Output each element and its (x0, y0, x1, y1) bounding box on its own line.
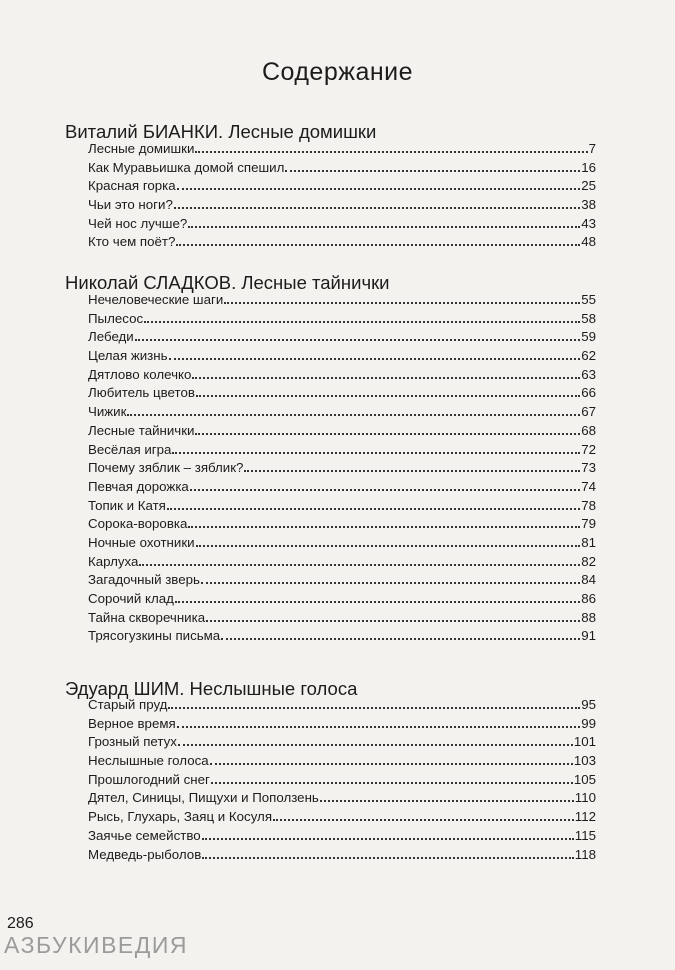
entry-title: Ночные охотники (88, 534, 195, 550)
dot-leader (144, 311, 580, 323)
dot-leader (190, 479, 580, 491)
entry-title: Кто чем поёт? (88, 234, 176, 250)
toc-entry (88, 828, 596, 847)
dot-leader (201, 572, 580, 584)
entry-title: Сорока-воровка (88, 516, 188, 532)
toc-entry (88, 141, 596, 160)
entry-page: 72 (581, 441, 596, 457)
section-heading: Виталий БИАНКИ. Лесные домишки (65, 121, 377, 142)
entry-page: 101 (573, 734, 596, 750)
toc-entry (88, 572, 596, 591)
toc-entry (88, 809, 596, 828)
entry-page: 115 (574, 827, 596, 843)
entry-title: Сорочий клад (88, 591, 174, 606)
entry-title: Дятлово колечко (88, 366, 192, 382)
watermark: АЗБУКИВЕДИЯ (4, 932, 188, 958)
entry-page: 78 (581, 497, 596, 513)
entry-title: Медведь-рыболов (88, 846, 202, 862)
entry-title: Неслышные голоса (88, 753, 209, 769)
dot-leader (202, 828, 574, 840)
entry-page: 38 (581, 197, 596, 213)
entry-title: Рысь, Глухарь, Заяц и Косуля (88, 809, 273, 825)
toc-entry (88, 498, 596, 517)
entry-page: 63 (581, 366, 596, 382)
page-title: Содержание (261, 58, 414, 86)
toc-entry (88, 178, 596, 197)
entry-page: 55 (581, 292, 596, 307)
dot-leader (176, 234, 580, 246)
dot-leader (206, 610, 580, 622)
toc-entry (88, 479, 596, 498)
dot-leader (178, 734, 573, 746)
entry-title: Лесные тайнички (88, 422, 195, 438)
entry-page: 58 (581, 310, 596, 326)
entry-page: 81 (581, 534, 596, 550)
toc-entry (88, 348, 596, 367)
toc-entry (88, 697, 596, 716)
entry-title: Красная горка (88, 178, 176, 194)
entry-page: 118 (574, 846, 596, 862)
entry-title: Чьи это ноги? (88, 197, 173, 213)
entry-page: 95 (581, 697, 596, 712)
entry-title: Грозный петух (88, 734, 177, 750)
dot-leader (195, 423, 580, 435)
entry-title: Лесные домишки (88, 141, 195, 156)
dot-leader (221, 628, 580, 640)
dot-leader (273, 809, 574, 821)
toc-entry (88, 423, 596, 442)
dot-leader (196, 535, 581, 547)
toc-entry (88, 385, 596, 404)
dot-leader (174, 197, 580, 209)
entry-title: Певчая дорожка (88, 478, 189, 494)
toc-entry (88, 516, 596, 535)
dot-leader (195, 141, 587, 153)
entry-page: 86 (581, 591, 596, 606)
dot-leader (202, 847, 574, 859)
section-heading: Эдуард ШИМ. Неслышные голоса (65, 678, 358, 699)
entry-page: 25 (581, 178, 596, 194)
toc-entry (88, 329, 596, 348)
entry-page: 16 (581, 159, 596, 175)
toc-entry (88, 847, 596, 866)
toc-entry (88, 234, 596, 253)
toc-entry (88, 404, 596, 423)
toc-entry (88, 610, 596, 629)
toc-entry (88, 442, 596, 461)
toc-entry (88, 753, 596, 772)
entry-title: Загадочный зверь (88, 572, 200, 588)
entry-title: Любитель цветов (88, 385, 195, 401)
toc-entry (88, 772, 596, 791)
entry-title: Нечеловеческие шаги (88, 292, 224, 307)
entry-title: Лебеди (88, 329, 134, 345)
entry-title: Старый пруд (88, 697, 168, 712)
toc-entry (88, 591, 596, 610)
entry-page: 79 (581, 516, 596, 532)
entry-page: 73 (581, 460, 596, 476)
dot-leader (167, 498, 580, 510)
dot-leader (139, 554, 580, 566)
entry-title: Прошлогодний снег (88, 771, 210, 787)
entry-list (88, 292, 596, 647)
toc-entry (88, 367, 596, 386)
entry-title: Тайна скворечника (88, 609, 206, 625)
entry-page: 112 (574, 809, 596, 825)
toc-entry (88, 535, 596, 554)
toc-entry (88, 628, 596, 647)
toc-entry (88, 716, 596, 735)
dot-leader (244, 460, 580, 472)
toc-entry (88, 790, 596, 809)
toc-entry (88, 160, 596, 179)
entry-title: Как Муравьишка домой спешил (88, 159, 285, 175)
dot-leader (175, 591, 580, 603)
dot-leader (192, 367, 580, 379)
dot-leader (188, 216, 580, 228)
dot-leader (177, 178, 581, 190)
dot-leader (196, 385, 580, 397)
section-heading: Николай СЛАДКОВ. Лесные тайнички (65, 272, 390, 293)
page-number: 286 (7, 915, 34, 932)
toc-entry (88, 460, 596, 479)
dot-leader (168, 697, 580, 709)
entry-page: 48 (581, 234, 596, 250)
entry-page: 105 (573, 771, 596, 787)
entry-page: 66 (581, 385, 596, 401)
entry-title: Чижик (88, 404, 127, 420)
entry-title: Трясогузкины письма (88, 628, 221, 644)
entry-title: Дятел, Синицы, Пищухи и Поползень (88, 790, 319, 806)
dot-leader (285, 160, 580, 172)
entry-list (88, 141, 596, 253)
entry-page: 74 (581, 478, 596, 494)
entry-page: 103 (573, 753, 596, 769)
entry-page: 62 (581, 348, 596, 364)
entry-page: 68 (581, 422, 596, 438)
entry-title: Чей нос лучше? (88, 215, 188, 231)
dot-leader (210, 753, 573, 765)
entry-title: Весёлая игра (88, 441, 172, 457)
entry-title: Верное время (88, 715, 176, 731)
entry-title: Заячье семейство (88, 827, 201, 843)
entry-page: 91 (581, 628, 596, 644)
entry-title: Целая жизнь (88, 348, 168, 364)
entry-page: 82 (581, 553, 596, 569)
entry-title: Карлуха (88, 553, 139, 569)
entry-page: 67 (581, 404, 596, 420)
entry-page: 7 (588, 141, 596, 156)
entry-page: 43 (581, 215, 596, 231)
dot-leader (135, 329, 580, 341)
toc-entry (88, 216, 596, 235)
toc-entry (88, 311, 596, 330)
dot-leader (320, 790, 574, 802)
dot-leader (172, 442, 580, 454)
entry-title: Топик и Катя (88, 497, 166, 513)
dot-leader (169, 348, 581, 360)
dot-leader (188, 516, 580, 528)
toc-entry (88, 554, 596, 573)
dot-leader (177, 716, 581, 728)
toc-entry (88, 734, 596, 753)
entry-list (88, 697, 596, 865)
entry-title: Почему зяблик – зяблик? (88, 460, 244, 476)
dot-leader (211, 772, 573, 784)
entry-page: 110 (574, 790, 596, 806)
toc-entry (88, 292, 596, 311)
entry-page: 88 (581, 609, 596, 625)
dot-leader (224, 292, 580, 304)
entry-page: 59 (581, 329, 596, 345)
toc-entry (88, 197, 596, 216)
entry-title: Пылесос (88, 310, 144, 326)
entry-page: 84 (581, 572, 596, 588)
entry-page: 99 (581, 715, 596, 731)
dot-leader (127, 404, 580, 416)
